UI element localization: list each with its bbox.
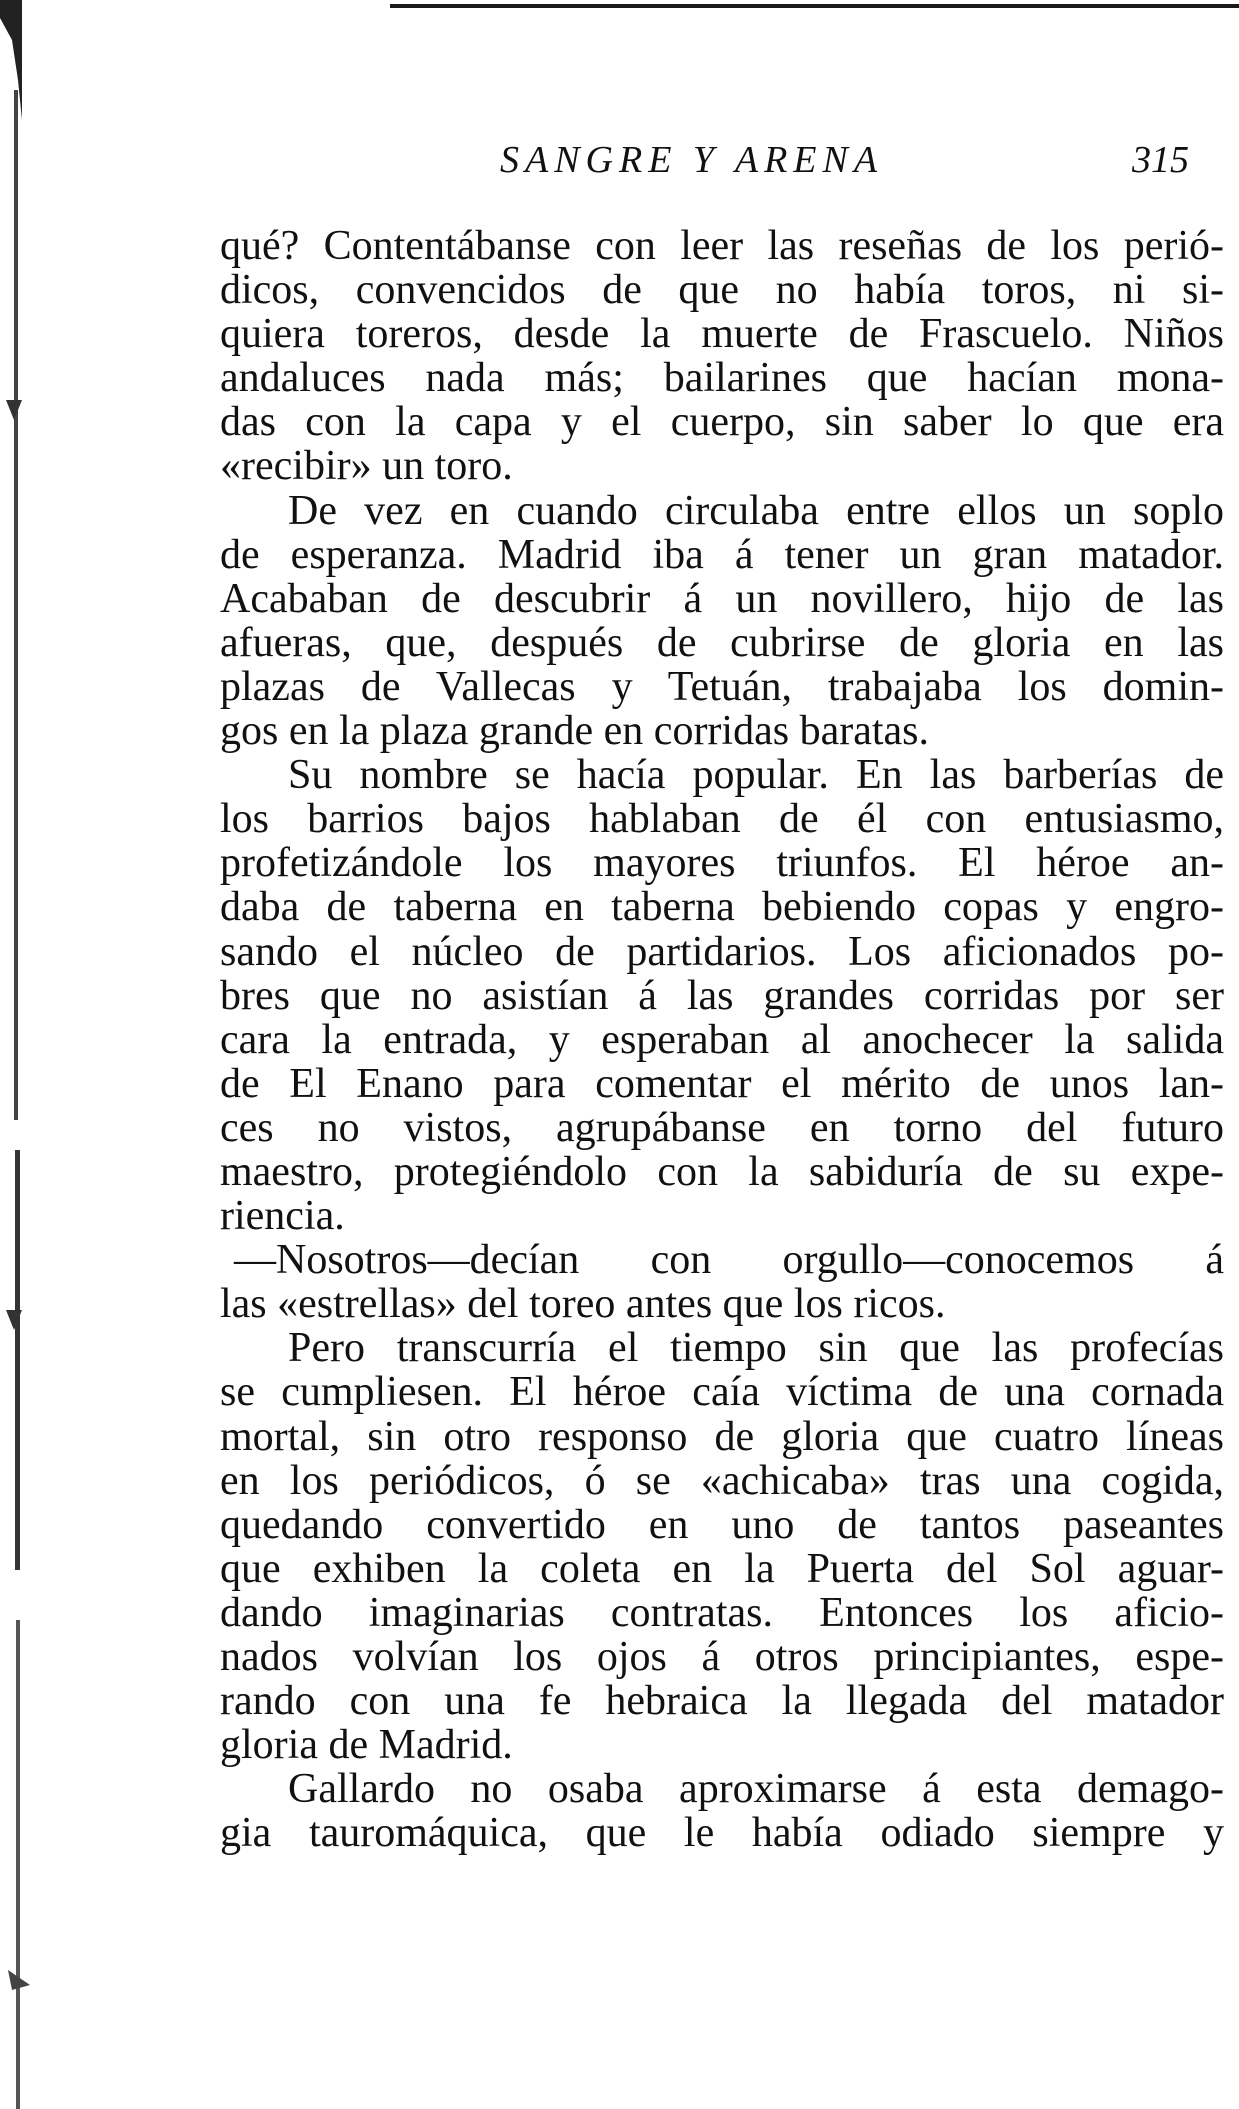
running-head: SANGRE Y ARENA [500,139,884,181]
binding-edge-marks [0,0,90,2109]
text-line: en los periódicos, ó se «achicaba» tras una cogida, [220,1457,1224,1504]
text-line: gia tauromáquica, que le había odiado siempre y [220,1810,1224,1857]
text-line: nados volvían los ojos á otros principiantes, espe- [220,1634,1224,1680]
text-line: qué? Contentábanse con leer las reseñas de los perió- [220,223,1224,269]
text-line: rando con una fe hebraica la llegada del matador [220,1678,1224,1725]
body-text [220,224,1224,1855]
text-line: gloria de Madrid. [220,1722,513,1769]
text-line: Su nombre se hacía popular. En las barberías de [288,752,1224,799]
page-number: 315 [1132,139,1189,181]
text-line: das con la capa y el cuerpo, sin saber lo que era [220,399,1224,446]
text-line: mortal, sin otro responso de gloria que cuatro líneas [220,1413,1224,1460]
text-line: los barrios bajos hablaban de él con entusiasmo, [220,796,1224,843]
text-line: afueras, que, después de cubrirse de gloria en las [220,619,1224,666]
text-line: maestro, protegiéndolo con la sabiduría de su expe- [220,1148,1224,1195]
text-line: de esperanza. Madrid iba á tener un gran matador. [220,531,1224,578]
text-line: Gallardo no osaba aproximarse á esta demago- [288,1766,1224,1813]
text-line: ces no vistos, agrupábanse en torno del futuro [220,1104,1224,1151]
text-line: bres que no asistían á las grandes corridas por ser [220,972,1224,1019]
text-line: riencia. [220,1193,345,1240]
text-line: «recibir» un toro. [220,443,513,490]
text-line: Pero transcurría el tiempo sin que las profecías [288,1325,1224,1372]
text-line: quedando convertido en uno de tantos paseantes [220,1501,1224,1548]
text-line: De vez en cuando circulaba entre ellos un soplo [288,487,1224,534]
text-line: se cumpliesen. El héroe caía víctima de una cornada [220,1369,1224,1416]
text-line: dicos, convencidos de que no había toros, ni si- [220,267,1224,314]
text-line: andaluces nada más; bailarines que hacían mona- [220,355,1224,402]
text-line: cara la entrada, y esperaban al anochecer la salida [220,1016,1224,1063]
text-line: que exhiben la coleta en la Puerta del Sol aguar- [220,1545,1224,1592]
top-rule [390,4,1239,8]
text-line: —Nosotros—decían con orgullo—conocemos á [234,1237,1224,1284]
text-line: sando el núcleo de partidarios. Los aficionados po- [220,928,1224,975]
text-line: las «estrellas» del toreo antes que los ricos. [220,1281,946,1328]
text-line: gos en la plaza grande en corridas baratas. [220,708,929,755]
text-line: daba de taberna en taberna bebiendo copas y engro- [220,884,1224,931]
text-line: dando imaginarias contratas. Entonces los aficio- [220,1589,1224,1636]
text-line: de El Enano para comentar el mérito de unos lan- [220,1060,1224,1107]
text-line: plazas de Vallecas y Tetuán, trabajaba los domin- [220,663,1224,710]
text-line: profetizándole los mayores triunfos. El héroe an- [220,840,1224,887]
text-line: quiera toreros, desde la muerte de Frascuelo. Niños [220,311,1224,358]
text-line: Acababan de descubrir á un novillero, hijo de las [220,575,1224,622]
